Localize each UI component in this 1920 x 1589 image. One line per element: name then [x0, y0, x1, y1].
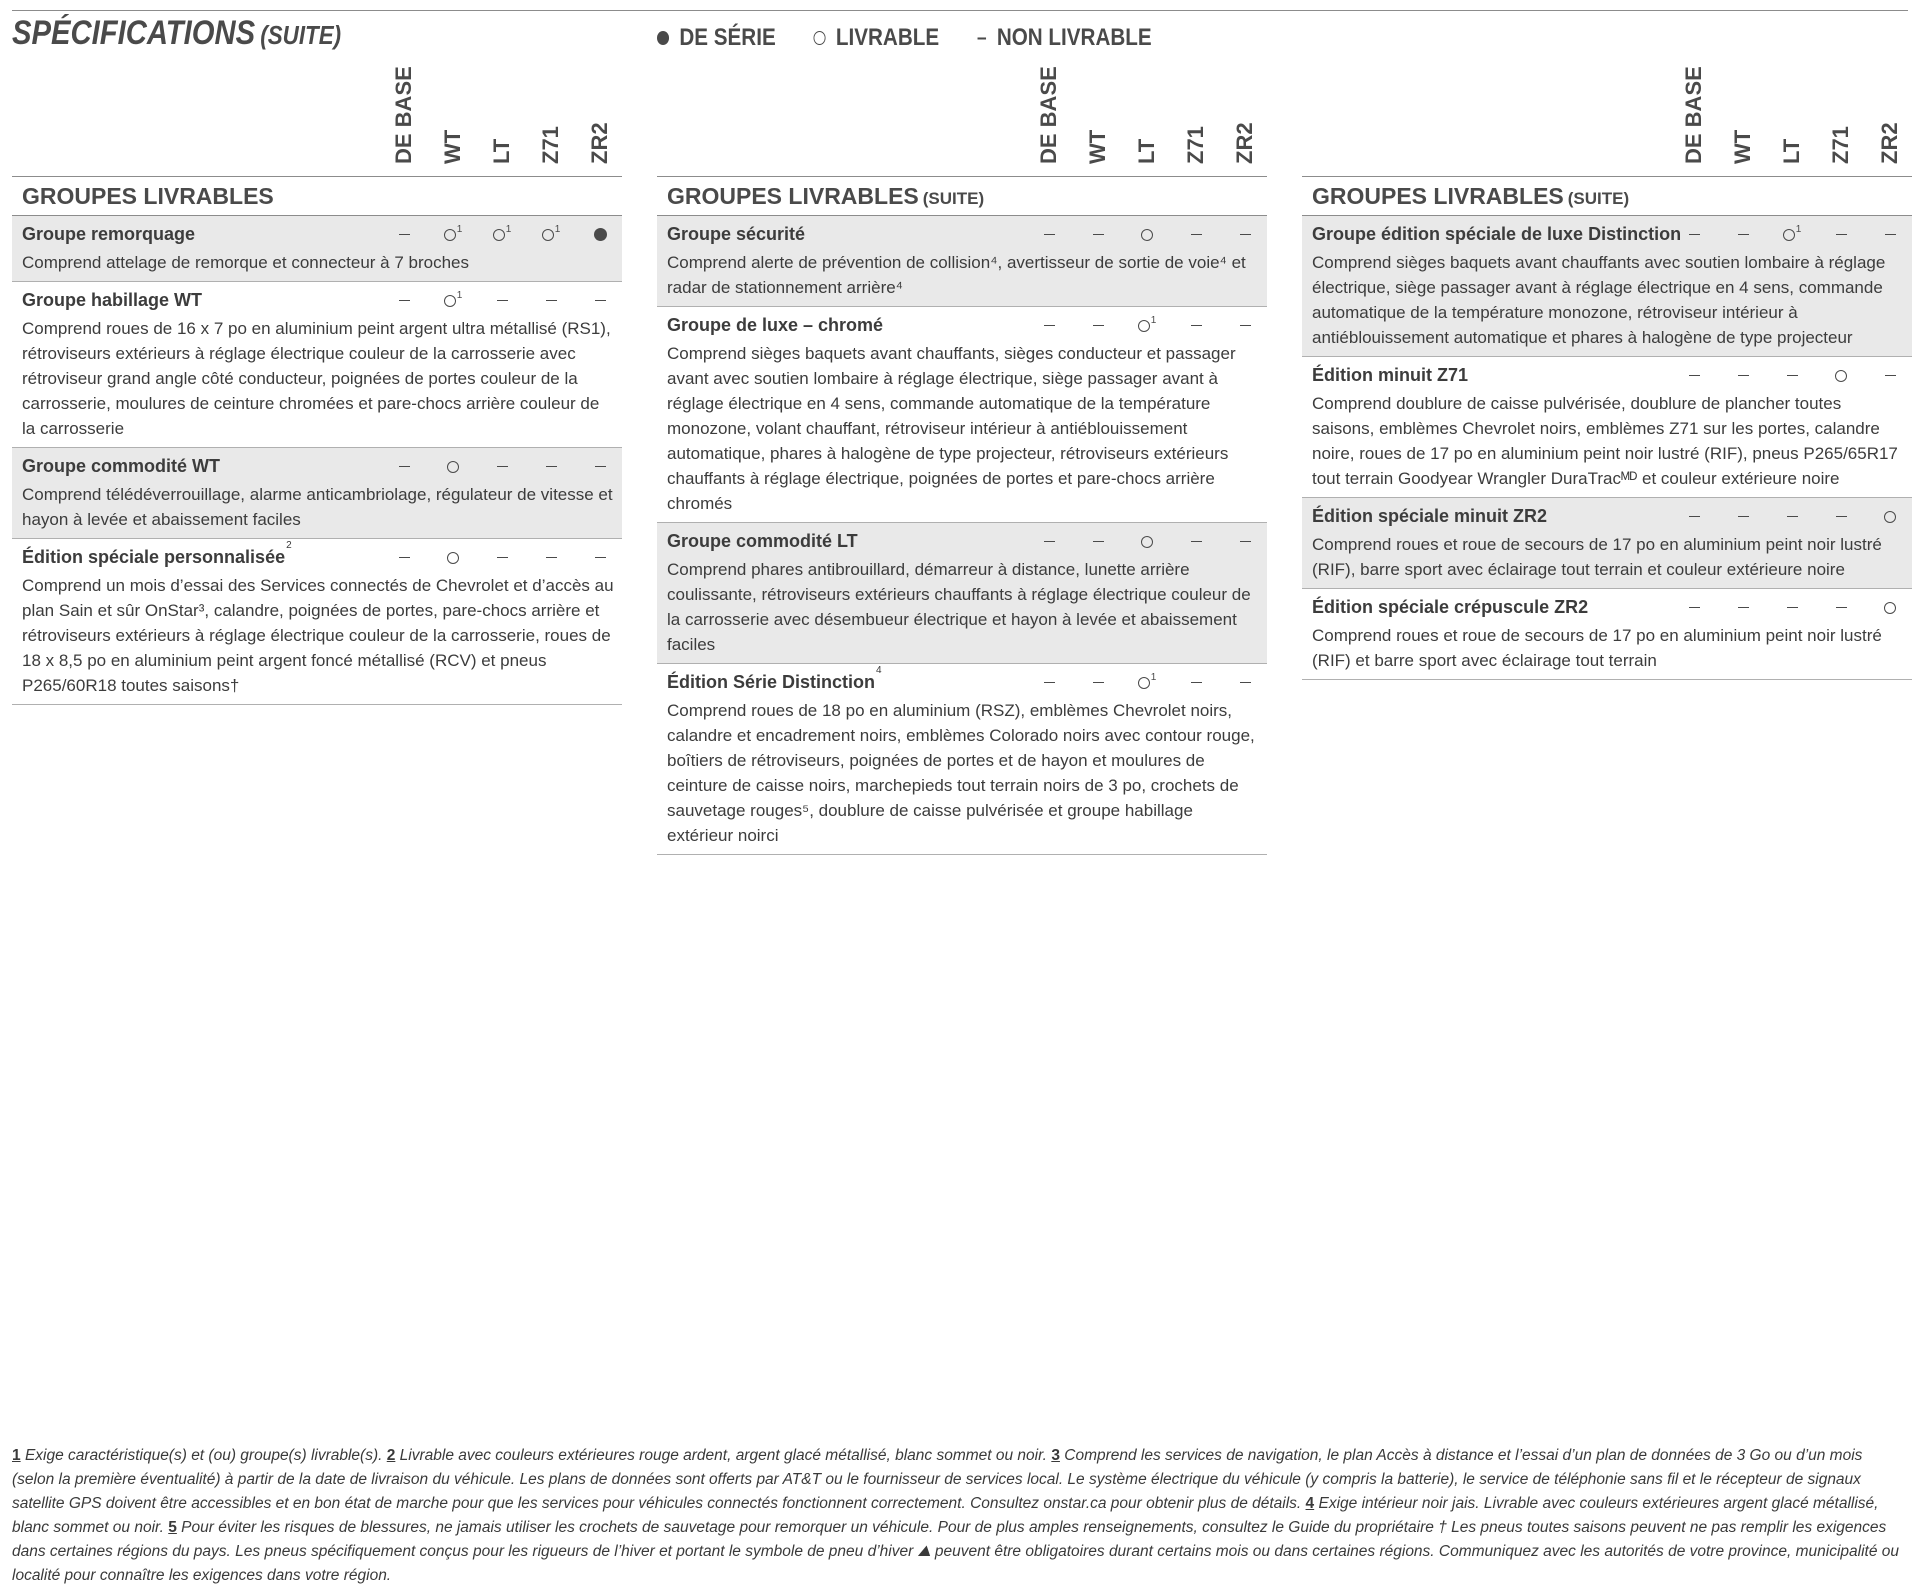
not-available-dash-icon — [484, 453, 520, 479]
footnote-text: † Les pneus toutes saisons peuvent ne pas remplir les exigences dans certaines régions du pays. Les pneus spécifiquement conçus pour les rigueurs de l’hiver et portant le symbole de pneu d’hiver ⛰ peuvent être obligatoires durant certains mois ou dans certaines régions. Communiquez avec les autorités de votre province, municipalité ou localité pour connaître les exigences dans votre région. — [12, 1519, 1899, 1584]
available-circle-icon — [1872, 594, 1908, 620]
trim-header: ZR2 — [1877, 122, 1902, 164]
footnote-ref: 1 — [1795, 224, 1802, 235]
trim-header: WT — [440, 129, 465, 164]
not-available-dash-icon — [1774, 594, 1810, 620]
not-available-dash-icon — [1725, 362, 1761, 388]
spec-row-head — [1312, 221, 1912, 247]
package-description: Comprend attelage de remorque et connecteur à 7 broches — [22, 253, 469, 272]
footnote-number: 1 — [12, 1447, 21, 1464]
package-name: Groupe commodité LT — [667, 531, 858, 551]
footnote-ref: 1 — [1150, 315, 1157, 326]
package-description: Comprend roues de 18 po en aluminium (RSZ), emblèmes Chevrolet noirs, calandre et encadrement noirs, emblèmes Colorado noirs avec contour rouge, boîtiers de rétroviseurs, poignées de portes et de hayon et moulures de ceinture de caisse noirs, marchepieds tout terrain noirs de 3 po, crochets de sauvetage rouges⁵, doublure de caisse pulvérisée et groupe habillage extérieur noirci — [667, 701, 1255, 845]
package-name: Groupe sécurité — [667, 224, 806, 244]
available-circle-icon — [1774, 221, 1810, 247]
spec-row-head — [22, 540, 622, 570]
package-name: Édition minuit Z71 — [1312, 365, 1468, 385]
not-available-dash-icon — [533, 544, 569, 570]
package-description: Comprend roues de 16 x 7 po en aluminium peint argent ultra métallisé (RS1), rétroviseurs extérieurs à réglage électrique couleur de la carrosserie avec rétroviseur grand angle côté conducteur, poignées de portes couleur de la carrosserie, moulures de ceinture chromées et pare-chocs arrière couleur de la carrosserie — [22, 319, 611, 438]
not-available-dash-icon — [1178, 221, 1214, 247]
trim-header: DE BASE — [1681, 66, 1706, 164]
trim-header: DE BASE — [1036, 66, 1061, 164]
available-circle-icon — [1129, 669, 1165, 695]
footnote-ref: 1 — [505, 224, 512, 235]
footnote-text: Exige intérieur noir jais. Livrable avec couleurs extérieures argent glacé métallisé, blanc sommet ou noir. — [12, 1495, 1879, 1536]
footnote-text: Comprend les services de navigation, le plan Accès à distance et l’essai d’un plan de données de 3 Go ou d’un mois (selon la première éventualité) à partir de la date de livraison du véhicule. Les plans de données sont offerts par AT&T ou le fournisseur de services local. Le système électrique du véhicule (y compris la batterie), le service de téléphonie sans fil et le récepteur de signaux satellite GPS doivent être accessibles et en bon état de marche pour que les services pour véhicules connectés fonctionnent correctement. Consultez onstar.ca pour obtenir plus de détails. — [12, 1447, 1863, 1512]
package-description: Comprend roues et roue de secours de 17 po en aluminium peint noir lustré (RIF) et barre sport avec éclairage tout terrain — [1312, 626, 1882, 670]
spec-row — [1302, 357, 1912, 498]
spec-row-head — [22, 287, 622, 313]
trim-header: DE BASE — [391, 66, 416, 164]
footnotes — [12, 1444, 1902, 1588]
legend — [657, 24, 1189, 52]
not-available-dash-icon — [1178, 528, 1214, 554]
not-available-dash-icon — [1676, 362, 1712, 388]
not-available-dash-icon — [1227, 221, 1263, 247]
trim-header: LT — [489, 138, 514, 164]
not-available-dash-icon — [1872, 221, 1908, 247]
not-available-dash-icon — [386, 287, 422, 313]
section-title-text: GROUPES LIVRABLES — [1312, 183, 1564, 209]
trim-header-row — [12, 66, 622, 177]
trim-header: WT — [1730, 129, 1755, 164]
not-available-dash-icon — [1227, 669, 1263, 695]
package-description: Comprend doublure de caisse pulvérisée, doublure de plancher toutes saisons, emblèmes Chevrolet noirs, emblèmes Z71 sur les portes, calandre noire, roues de 17 po en aluminium peint noir lustré (RIF), pneus P265/65R17 tout terrain Goodyear Wrangler DuraTracᴹᴰ et couleur extérieure noire — [1312, 394, 1898, 488]
trim-header: Z71 — [1183, 126, 1208, 164]
spec-row — [1302, 498, 1912, 589]
spec-row-head — [667, 665, 1267, 695]
section-title — [657, 177, 1267, 216]
not-available-dash-icon — [484, 544, 520, 570]
available-circle-icon — [1129, 528, 1165, 554]
spec-row — [12, 539, 622, 705]
section-title-text: GROUPES LIVRABLES — [22, 183, 274, 209]
not-available-dash-icon — [1725, 594, 1761, 620]
not-available-dash-icon — [386, 544, 422, 570]
footnote-ref: 2 — [286, 540, 292, 551]
spec-row-head — [1312, 362, 1912, 388]
spec-row — [657, 307, 1267, 523]
legend-standard-label: DE SÉRIE — [679, 24, 776, 51]
spec-row-head — [667, 221, 1267, 247]
not-available-dash-icon — [1080, 528, 1116, 554]
spec-row — [1302, 216, 1912, 357]
spec-row-head — [22, 453, 622, 479]
not-available-dash-icon — [1080, 669, 1116, 695]
not-available-dash-icon — [1774, 503, 1810, 529]
not-available-dash-icon — [582, 453, 618, 479]
not-available-dash-icon — [1774, 362, 1810, 388]
not-available-dash-icon — [1178, 669, 1214, 695]
legend-not-available-label: NON LIVRABLE — [996, 24, 1152, 51]
not-available-dash-icon — [1872, 362, 1908, 388]
package-name: Groupe édition spéciale de luxe Distinction — [1312, 224, 1682, 244]
trim-header: LT — [1134, 138, 1159, 164]
not-available-dash-icon — [1227, 528, 1263, 554]
legend-standard — [657, 24, 776, 52]
not-available-dash-icon — [1227, 312, 1263, 338]
trim-header: Z71 — [1828, 126, 1853, 164]
available-circle-icon — [435, 544, 471, 570]
not-available-dash-icon — [1823, 594, 1859, 620]
footnote-number: 3 — [1051, 1447, 1060, 1464]
legend-available — [814, 24, 940, 52]
available-circle-icon — [484, 221, 520, 247]
not-available-dash-icon — [1178, 312, 1214, 338]
page-title-suffix: (SUITE) — [260, 20, 342, 50]
trim-header: LT — [1779, 138, 1804, 164]
trim-header: Z71 — [538, 126, 563, 164]
not-available-dash-icon — [1725, 221, 1761, 247]
package-description: Comprend télédéverrouillage, alarme anticambriolage, régulateur de vitesse et hayon à levée et abaissement faciles — [22, 485, 613, 529]
spec-table-3 — [1302, 66, 1912, 680]
empty-circle-icon — [814, 27, 826, 50]
trim-header-row — [1302, 66, 1912, 177]
top-rule — [12, 10, 1908, 11]
available-circle-icon — [533, 221, 569, 247]
footnote-ref: 4 — [876, 665, 882, 676]
legend-available-label: LIVRABLE — [835, 24, 940, 51]
footnote-ref: 1 — [456, 290, 463, 301]
package-name: Groupe remorquage — [22, 224, 196, 244]
trim-header-row — [657, 66, 1267, 177]
package-name: Groupe de luxe – chromé — [667, 315, 884, 335]
footnote-number: 2 — [386, 1447, 396, 1464]
package-name: Édition spéciale crépuscule ZR2 — [1312, 597, 1589, 617]
not-available-dash-icon — [484, 287, 520, 313]
package-name: Édition spéciale minuit ZR2 — [1312, 506, 1548, 526]
filled-dot-icon — [657, 27, 669, 50]
not-available-dash-icon — [1031, 528, 1067, 554]
spec-row-head — [22, 221, 622, 247]
footnote-ref: 1 — [1150, 672, 1157, 683]
available-circle-icon — [1872, 503, 1908, 529]
not-available-dash-icon — [1823, 503, 1859, 529]
not-available-dash-icon — [1080, 312, 1116, 338]
not-available-dash-icon — [386, 221, 422, 247]
page-title-main: SPÉCIFICATIONS — [12, 14, 256, 52]
spec-table-2 — [657, 66, 1267, 855]
trim-header: ZR2 — [587, 122, 612, 164]
package-name: Groupe habillage WT — [22, 290, 203, 310]
footnote-text: Exige caractéristique(s) et (ou) groupe(s) livrable(s). — [24, 1447, 383, 1464]
spec-row — [12, 448, 622, 539]
package-description: Comprend sièges baquets avant chauffants avec soutien lombaire à réglage électrique, siège passager avant à réglage électrique en 4 sens, commande automatique de la température monozone, rétroviseur intérieur à antiéblouissement automatique et phares à halogène de type projecteur — [1312, 253, 1886, 347]
package-description: Comprend roues et roue de secours de 17 po en aluminium peint noir lustré (RIF), barre sport avec éclairage tout terrain et couleur extérieure noire — [1312, 535, 1882, 579]
spec-row — [657, 664, 1267, 855]
package-name: Édition Série Distinction — [667, 672, 876, 692]
footnote-text: Livrable avec couleurs extérieures rouge ardent, argent glacé métallisé, blanc sommet ou noir. — [399, 1447, 1047, 1464]
section-title-suffix: (SUITE) — [1567, 189, 1630, 208]
package-description: Comprend un mois d’essai des Services connectés de Chevrolet et d’accès au plan Sain et sûr OnStar³, calandre, poignées de portes, pare-chocs arrière et rétroviseurs extérieurs à réglage électrique couleur de la carrosserie, roues de 18 x 8,5 po en aluminium peint argent foncé métallisé (RCV) et pneus P265/60R18 toutes saisons† — [22, 576, 614, 695]
not-available-dash-icon — [1080, 221, 1116, 247]
spec-row — [1302, 589, 1912, 680]
not-available-dash-icon — [582, 544, 618, 570]
not-available-dash-icon — [1031, 221, 1067, 247]
spec-table-1 — [12, 66, 622, 705]
package-description: Comprend alerte de prévention de collision⁴, avertisseur de sortie de voie⁴ et radar de stationnement arrière⁴ — [667, 253, 1246, 297]
available-circle-icon — [435, 453, 471, 479]
dash-icon: – — [976, 26, 987, 49]
section-title — [1302, 177, 1912, 216]
not-available-dash-icon — [1676, 594, 1712, 620]
spec-row — [12, 282, 622, 448]
section-title — [12, 177, 622, 216]
footnote-number: 4 — [1305, 1495, 1315, 1512]
not-available-dash-icon — [386, 453, 422, 479]
standard-dot-icon — [582, 221, 618, 247]
spec-row — [12, 216, 622, 282]
page-title — [12, 14, 341, 53]
package-name: Groupe commodité WT — [22, 456, 220, 476]
not-available-dash-icon — [582, 287, 618, 313]
package-description: Comprend phares antibrouillard, démarreur à distance, lunette arrière coulissante, rétroviseurs extérieurs chauffants à réglage électrique couleur de la carrosserie avec désembueur électrique et hayon à levée et abaissement faciles — [667, 560, 1251, 654]
trim-header: WT — [1085, 129, 1110, 164]
not-available-dash-icon — [1725, 503, 1761, 529]
spec-row-head — [667, 528, 1267, 554]
trim-header: ZR2 — [1232, 122, 1257, 164]
footnote-ref: 1 — [456, 224, 463, 235]
spec-row — [657, 523, 1267, 664]
available-circle-icon — [1129, 312, 1165, 338]
not-available-dash-icon — [533, 287, 569, 313]
legend-not-available — [977, 24, 1152, 52]
available-circle-icon — [435, 221, 471, 247]
not-available-dash-icon — [1676, 503, 1712, 529]
section-title-suffix: (SUITE) — [922, 189, 985, 208]
package-name: Édition spéciale personnalisée — [22, 547, 286, 567]
footnote-text: Pour éviter les risques de blessures, ne jamais utiliser les crochets de sauvetage pour remorquer un véhicule. Pour de plus amples renseignements, consultez le Guide du propriétaire — [181, 1519, 1434, 1536]
not-available-dash-icon — [1823, 221, 1859, 247]
section-title-text: GROUPES LIVRABLES — [667, 183, 919, 209]
not-available-dash-icon — [1031, 312, 1067, 338]
spec-row-head — [667, 312, 1267, 338]
available-circle-icon — [1823, 362, 1859, 388]
not-available-dash-icon — [1031, 669, 1067, 695]
not-available-dash-icon — [1676, 221, 1712, 247]
spec-row — [657, 216, 1267, 307]
available-circle-icon — [435, 287, 471, 313]
spec-row-head — [1312, 594, 1912, 620]
available-circle-icon — [1129, 221, 1165, 247]
spec-row-head — [1312, 503, 1912, 529]
footnote-ref: 1 — [554, 224, 561, 235]
footnote-number: 5 — [168, 1519, 177, 1536]
package-description: Comprend sièges baquets avant chauffants, sièges conducteur et passager avant avec soutien lombaire à réglage électrique, siège passager avant à réglage électrique en 4 sens, commande automatique de la température monozone, volant chauffant, rétroviseur intérieur à antiéblouissement automatique, phares à halogène de type projecteur, rétroviseurs extérieurs chauffants à réglage électrique, poignées de portes et pare-chocs arrière chromés — [667, 344, 1236, 513]
not-available-dash-icon — [533, 453, 569, 479]
